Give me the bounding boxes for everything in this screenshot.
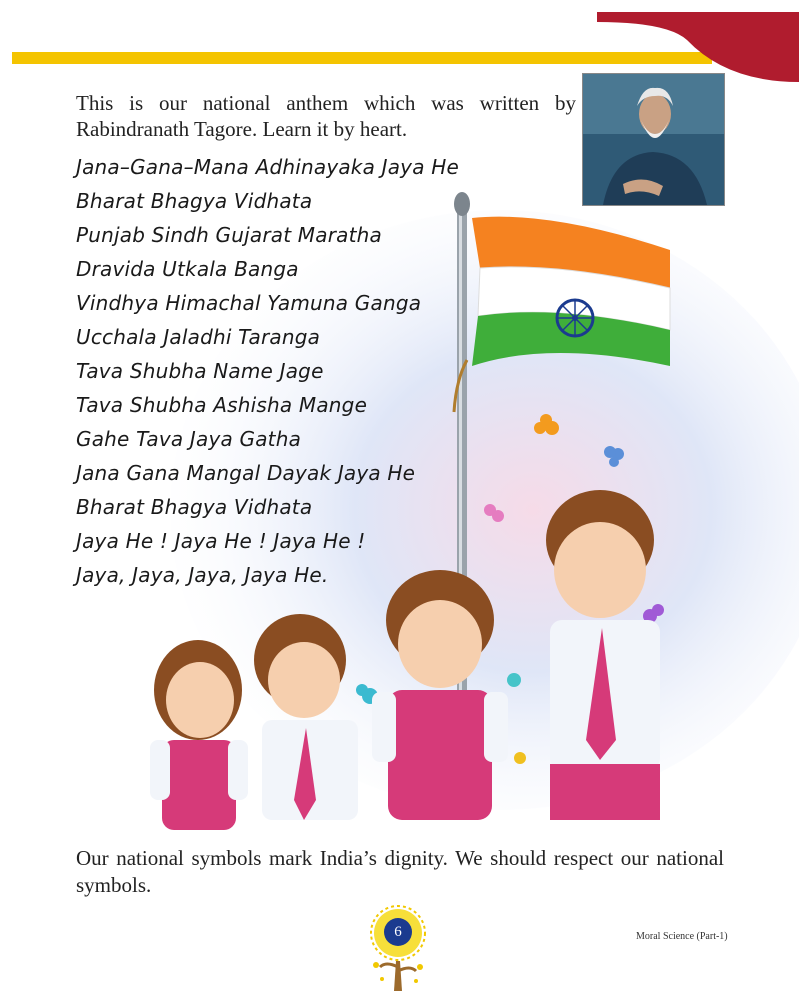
anthem-line: Jana–Gana–Mana Adhinayaka Jaya He bbox=[76, 155, 459, 179]
header-red-tab bbox=[597, 0, 799, 82]
anthem-line: Vindhya Himachal Yamuna Ganga bbox=[76, 291, 422, 315]
closing-paragraph: Our national symbols mark India’s dignity. We should respect our national symbols. bbox=[76, 846, 724, 897]
anthem-line: Gahe Tava Jaya Gatha bbox=[76, 427, 302, 451]
anthem-line: Jaya He ! Jaya He ! Jaya He ! bbox=[76, 529, 366, 553]
anthem-line: Bharat Bhagya Vidhata bbox=[76, 495, 313, 519]
anthem-line: Dravida Utkala Banga bbox=[76, 257, 299, 281]
anthem-line: Ucchala Jaladhi Taranga bbox=[76, 325, 321, 349]
anthem-line: Bharat Bhagya Vidhata bbox=[76, 189, 313, 213]
anthem-line: Tava Shubha Ashisha Mange bbox=[76, 393, 368, 417]
anthem-line: Punjab Sindh Gujarat Maratha bbox=[76, 223, 382, 247]
intro-paragraph: This is our national anthem which was written by Rabindranath Tagore. Learn it by heart. bbox=[76, 91, 576, 141]
anthem-lines bbox=[76, 150, 459, 592]
anthem-line: Jana Gana Mangal Dayak Jaya He bbox=[76, 461, 416, 485]
anthem-line: Tava Shubha Name Jage bbox=[76, 359, 324, 383]
book-title-footer: Moral Science (Part-1) bbox=[636, 931, 728, 942]
anthem-line: Jaya, Jaya, Jaya, Jaya He. bbox=[76, 563, 329, 587]
page-number: 6 bbox=[384, 918, 412, 946]
